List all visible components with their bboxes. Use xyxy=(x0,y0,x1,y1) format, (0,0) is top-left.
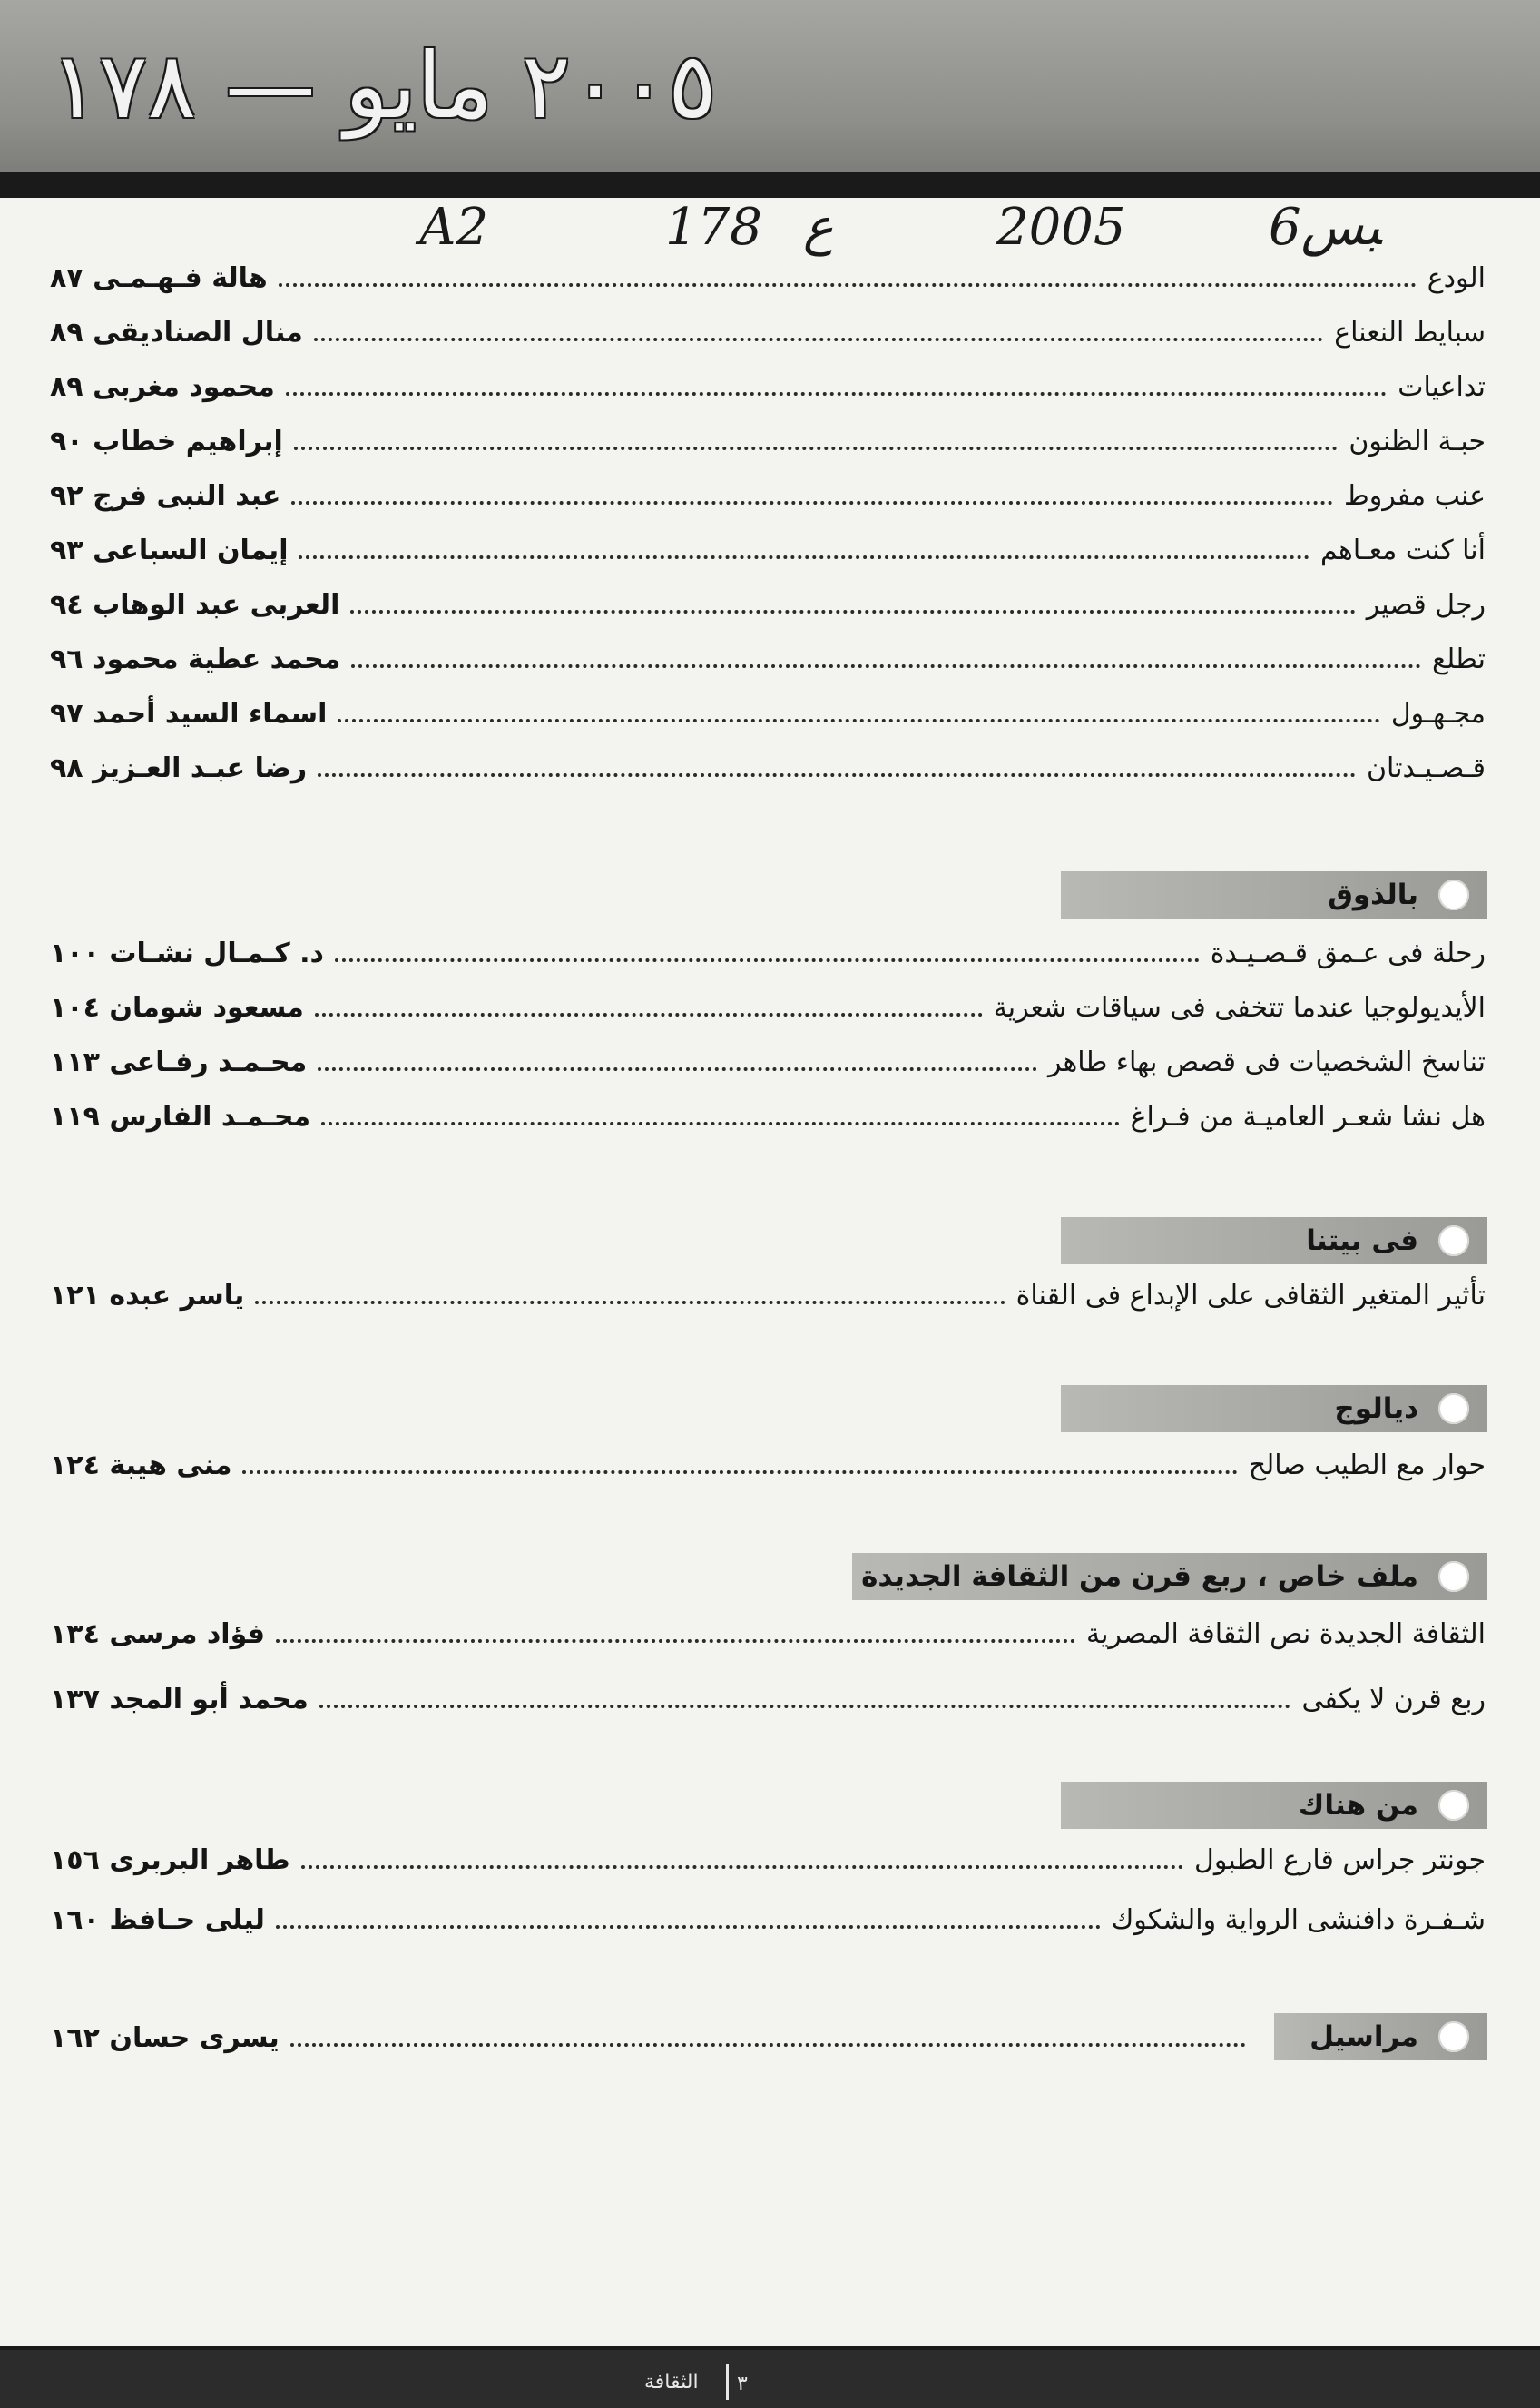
entry-title: هل نشا شعـر العاميـة من فـراغ xyxy=(1130,1100,1486,1133)
section-label: بالذوق xyxy=(1328,879,1418,911)
section-label: مراسيل xyxy=(1309,2020,1418,2053)
entry-title: تأثير المتغير الثقافى على الإبداع فى القناة xyxy=(1015,1279,1486,1312)
handwritten-note: 2005 xyxy=(996,198,1126,257)
section-header xyxy=(1061,871,1487,919)
handwritten-note: 6ﺒﺲ xyxy=(1269,198,1381,257)
entry-author-page: رضا عبـد العـزيز ٩٨ xyxy=(50,752,308,784)
toc-entry xyxy=(50,1090,1486,1143)
dot-leader xyxy=(276,1925,1101,1929)
dot-leader xyxy=(318,1067,1037,1071)
dot-leader xyxy=(276,1639,1075,1643)
dot-leader xyxy=(286,392,1387,396)
entry-title: رحلة فى عـمق قـصـيـدة xyxy=(1210,937,1486,969)
dot-leader xyxy=(318,773,1356,777)
entry-title: شـفـرة دافنشى الرواية والشكوك xyxy=(1111,1903,1486,1936)
dot-leader xyxy=(335,958,1200,962)
dot-leader xyxy=(319,1705,1291,1708)
section-label: ديالوج xyxy=(1334,1392,1418,1425)
dot-leader xyxy=(291,501,1333,505)
issue-header-title: ٢٠٠٥ مايو — ١٧٨ xyxy=(50,33,717,139)
handwritten-note: ع xyxy=(803,198,834,257)
entry-title: حوار مع الطيب صالح xyxy=(1248,1449,1486,1481)
entry-title: تداعيات xyxy=(1398,370,1486,403)
dot-leader xyxy=(350,610,1355,614)
dot-leader xyxy=(290,2043,1246,2047)
entry-author-page: منال الصناديقى ٨٩ xyxy=(50,316,303,349)
entry-title: حبـة الظنون xyxy=(1349,425,1486,457)
bullet-circle-icon xyxy=(1438,1393,1469,1424)
entry-author-page: يسرى حسان ١٦٢ xyxy=(50,2021,280,2054)
entry-title: أنا كنت معـاهم xyxy=(1320,534,1486,566)
section-label: ملف خاص ، ربع قرن من الثقافة الجديدة xyxy=(861,1560,1418,1593)
toc-entry xyxy=(50,1607,1486,1660)
entry-title: مجـهـول xyxy=(1390,697,1486,730)
toc-entry xyxy=(50,2011,1257,2064)
entry-author-page: هالة فـهـمـى ٨٧ xyxy=(50,261,268,294)
entry-author-page: محـمـد الفارس ١١٩ xyxy=(50,1100,311,1133)
entry-title: عنب مفروط xyxy=(1344,479,1486,512)
section-header xyxy=(1061,1385,1487,1432)
dot-leader xyxy=(351,664,1421,668)
toc-entry xyxy=(50,469,1486,522)
footer-magazine-name: الثقافة xyxy=(644,2371,699,2393)
dot-leader xyxy=(279,283,1417,287)
dot-leader xyxy=(255,1301,1005,1304)
toc-entry xyxy=(50,306,1486,359)
entry-author-page: محمد عطية محمود ٩٦ xyxy=(50,643,341,675)
toc-entry xyxy=(50,1893,1486,1946)
section-header xyxy=(852,1553,1487,1600)
toc-entry xyxy=(50,1673,1486,1725)
entry-title: تطلع xyxy=(1432,643,1486,675)
section-label: من هناك xyxy=(1298,1789,1418,1822)
header-divider xyxy=(0,172,1540,198)
footer-band xyxy=(0,2350,1540,2408)
entry-author-page: ليلى حـافظ ١٦٠ xyxy=(50,1903,265,1936)
toc-entry xyxy=(50,578,1486,631)
bullet-circle-icon xyxy=(1438,1225,1469,1256)
entry-author-page: عبد النبى فرج ٩٢ xyxy=(50,479,281,512)
entry-title: ربع قرن لا يكفى xyxy=(1301,1683,1486,1715)
entry-title: الودع xyxy=(1427,261,1486,294)
entry-title: الثقافة الجديدة نص الثقافة المصرية xyxy=(1085,1617,1486,1650)
entry-title: قـصـيـدتان xyxy=(1366,752,1486,784)
entry-author-page: محمود مغربى ٨٩ xyxy=(50,370,275,403)
entry-author-page: إيمان السباعى ٩٣ xyxy=(50,534,289,566)
toc-entry xyxy=(50,360,1486,413)
dot-leader xyxy=(242,1470,1237,1474)
section-header xyxy=(1061,1217,1487,1264)
entry-title: الأيديولوجيا عندما تتخفى فى سياقات شعرية xyxy=(993,991,1486,1024)
entry-author-page: طاهر البربرى ١٥٦ xyxy=(50,1843,290,1876)
entry-title: سبايط النعناع xyxy=(1334,316,1486,349)
toc-entry xyxy=(50,1833,1486,1886)
toc-entry xyxy=(50,633,1486,685)
section-header xyxy=(1274,2013,1487,2060)
dot-leader xyxy=(299,555,1309,559)
dot-leader xyxy=(315,1013,983,1017)
entry-author-page: مسعود شومان ١٠٤ xyxy=(50,991,304,1024)
entry-author-page: اسماء السيد أحمد ٩٧ xyxy=(50,697,328,730)
section-header xyxy=(1061,1782,1487,1829)
footer-separator xyxy=(726,2364,729,2400)
bullet-circle-icon xyxy=(1438,1561,1469,1592)
dot-leader xyxy=(338,719,1379,722)
dot-leader xyxy=(301,1865,1183,1869)
bullet-circle-icon xyxy=(1438,2021,1469,2052)
toc-entry xyxy=(50,687,1486,740)
entry-author-page: العربى عبد الوهاب ٩٤ xyxy=(50,588,340,621)
entry-author-page: محمد أبو المجد ١٣٧ xyxy=(50,1683,309,1715)
entry-author-page: د. كـمـال نشـات ١٠٠ xyxy=(50,937,324,969)
toc-entry xyxy=(50,415,1486,467)
toc-entry xyxy=(50,1036,1486,1088)
entry-author-page: فؤاد مرسى ١٣٤ xyxy=(50,1617,266,1650)
entry-title: تناسخ الشخصيات فى قصص بهاء طاهر xyxy=(1047,1046,1486,1078)
entry-author-page: منى هيبة ١٢٤ xyxy=(50,1449,232,1481)
dot-leader xyxy=(314,338,1323,341)
toc-entry xyxy=(50,927,1486,979)
toc-entry xyxy=(50,981,1486,1034)
toc-entry xyxy=(50,524,1486,576)
footer-page-number: ٣ xyxy=(737,2373,748,2395)
toc-entry xyxy=(50,1269,1486,1322)
entry-author-page: محـمـد رفـاعى ١١٣ xyxy=(50,1046,308,1078)
toc-entry xyxy=(50,251,1486,304)
handwritten-note: 178 xyxy=(665,198,762,257)
handwritten-note: A2 xyxy=(419,198,489,257)
section-label: فى بيتنا xyxy=(1306,1224,1418,1257)
entry-title: رجل قصير xyxy=(1366,588,1486,621)
entry-author-page: إبراهيم خطاب ٩٠ xyxy=(50,425,283,457)
dot-leader xyxy=(321,1122,1120,1125)
toc-entry xyxy=(50,742,1486,794)
toc-entry xyxy=(50,1439,1486,1491)
bullet-circle-icon xyxy=(1438,1790,1469,1821)
entry-title: جونتر جراس قارع الطبول xyxy=(1194,1843,1486,1876)
bullet-circle-icon xyxy=(1438,880,1469,910)
dot-leader xyxy=(294,447,1338,450)
entry-author-page: ياسر عبده ١٢١ xyxy=(50,1279,245,1312)
